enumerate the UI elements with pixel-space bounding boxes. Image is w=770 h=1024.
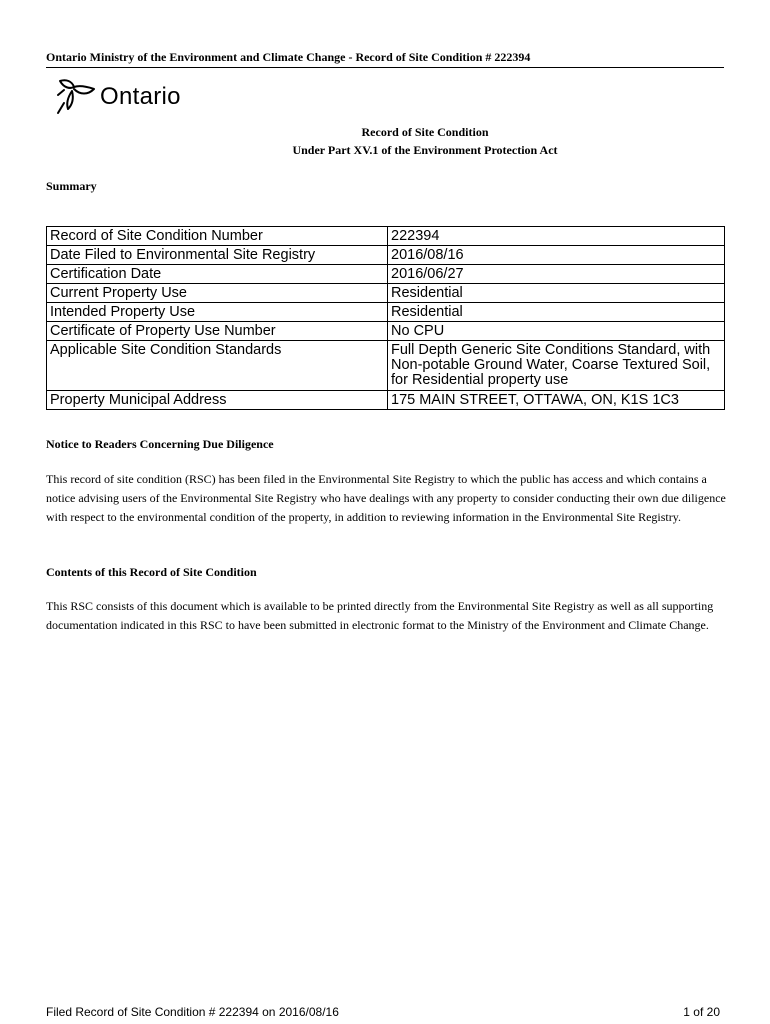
notice-body: This record of site condition (RSC) has been filed in the Environmental Site Registry to which the public has access and which contains a notice advising users of the Environmental Site Registry who have dealings with any property to consider conducting their own due diligence with respect to the environmental condition of the property, in addition to reviewing information in the Environmental Site Registry. [46, 472, 726, 524]
row-value: Residential [388, 284, 725, 303]
row-label: Current Property Use [47, 284, 388, 303]
table-row [47, 246, 725, 265]
table-row [47, 322, 725, 341]
table-row [47, 265, 725, 284]
trillium-icon [50, 75, 100, 115]
running-header: Ontario Ministry of the Environment and Climate Change - Record of Site Condition # 222394 [46, 50, 724, 68]
row-label: Property Municipal Address [47, 391, 388, 410]
document-subtitle: Under Part XV.1 of the Environment Protection Act [292, 143, 558, 157]
row-label: Certification Date [47, 265, 388, 284]
row-value: 222394 [388, 227, 725, 246]
document-title: Record of Site Condition [361, 125, 489, 139]
notice-heading: Notice to Readers Concerning Due Diligence [46, 437, 274, 451]
table-row [47, 391, 725, 410]
row-label: Intended Property Use [47, 303, 388, 322]
row-label: Applicable Site Condition Standards [47, 341, 388, 391]
footer-filing-note: Filed Record of Site Condition # 222394 on 2016/08/16 [46, 1005, 339, 1019]
summary-heading: Summary [46, 179, 97, 193]
contents-heading: Contents of this Record of Site Condition [46, 565, 257, 579]
row-value: Full Depth Generic Site Conditions Standard, with Non-potable Ground Water, Coarse Textured Soil, for Residential property use [388, 341, 725, 391]
row-value: Residential [388, 303, 725, 322]
row-label: Certificate of Property Use Number [47, 322, 388, 341]
row-value: 2016/06/27 [388, 265, 725, 284]
contents-body: This RSC consists of this document which is available to be printed directly from the Environmental Site Registry as well as all supporting documentation indicated in this RSC to have been submitted in electronic format to the Ministry of the Environment and Climate Change. [46, 599, 714, 632]
table-row [47, 341, 725, 391]
row-label: Date Filed to Environmental Site Registry [47, 246, 388, 265]
table-row [47, 303, 725, 322]
row-label: Record of Site Condition Number [47, 227, 388, 246]
row-value: 2016/08/16 [388, 246, 725, 265]
ontario-logo [50, 75, 220, 115]
row-value: No CPU [388, 322, 725, 341]
logo-wordmark: Ontario [100, 83, 181, 110]
row-value: 175 MAIN STREET, OTTAWA, ON, K1S 1C3 [388, 391, 725, 410]
table-row [47, 227, 725, 246]
page-number: 1 of 20 [683, 1005, 720, 1019]
summary-table [46, 226, 725, 410]
table-row [47, 284, 725, 303]
